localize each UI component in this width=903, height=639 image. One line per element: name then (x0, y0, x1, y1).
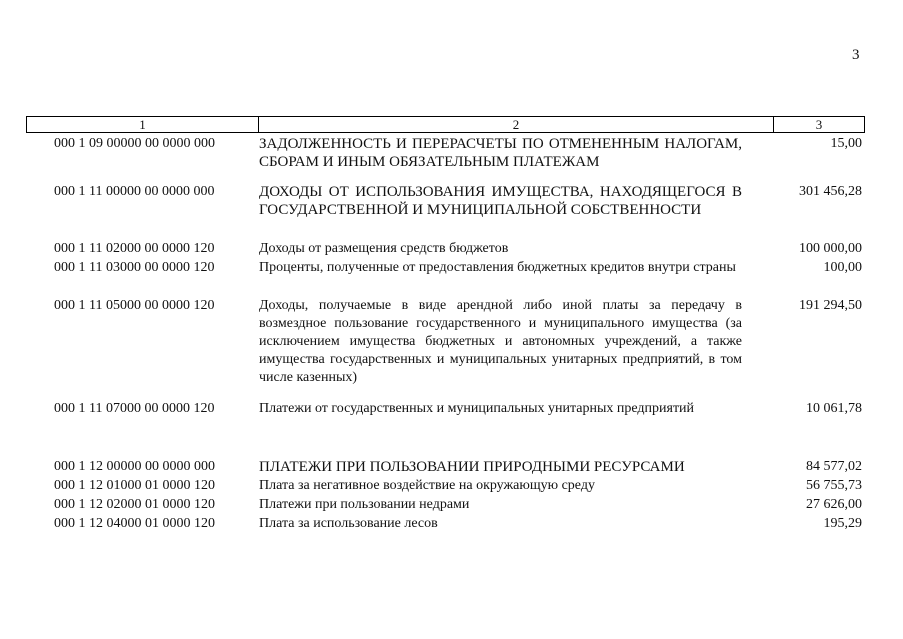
table-header (26, 116, 865, 133)
row-description: ПЛАТЕЖИ ПРИ ПОЛЬЗОВАНИИ ПРИРОДНЫМИ РЕСУРСАМИ (259, 459, 685, 475)
page-number: 3 (852, 47, 860, 63)
row-code: 000 1 11 07000 00 0000 120 (54, 401, 215, 416)
row-description: Платежи при пользовании недрами (259, 497, 470, 512)
row-amount: 56 755,73 (806, 478, 862, 493)
row-amount: 100,00 (823, 260, 862, 275)
row-description: Плата за негативное воздействие на окружающую среду (259, 478, 595, 493)
row-description: Доходы, получаемые в виде арендной либо иной платы за передачу в возмездное пользование государственного и муниципального имущества (за исключением имущества бюджетных и автономных учреждений, а также имущества государственных и муниципальных унитарных предприятий, в том числе казенных) (259, 298, 742, 385)
row-code: 000 1 11 02000 00 0000 120 (54, 241, 215, 256)
row-amount: 191 294,50 (799, 298, 862, 313)
header-col-3: 3 (815, 117, 823, 132)
row-amount: 84 577,02 (806, 459, 862, 474)
row-amount: 15,00 (830, 136, 862, 151)
row-description: Плата за использование лесов (259, 516, 438, 531)
row-code: 000 1 11 03000 00 0000 120 (54, 260, 215, 275)
row-code: 000 1 09 00000 00 0000 000 (54, 136, 215, 151)
row-description: ЗАДОЛЖЕННОСТЬ И ПЕРЕРАСЧЕТЫ ПО ОТМЕНЕННЫМ НАЛОГАМ, СБОРАМ И ИНЫМ ОБЯЗАТЕЛЬНЫМ ПЛАТЕЖАМ (259, 136, 742, 170)
row-amount: 27 626,00 (806, 497, 862, 512)
row-code: 000 1 12 04000 01 0000 120 (54, 516, 215, 531)
row-amount: 100 000,00 (799, 241, 862, 256)
row-amount: 195,29 (823, 516, 862, 531)
row-amount: 301 456,28 (799, 184, 862, 199)
row-code: 000 1 11 05000 00 0000 120 (54, 298, 215, 313)
row-description: ДОХОДЫ ОТ ИСПОЛЬЗОВАНИЯ ИМУЩЕСТВА, НАХОДЯЩЕГОСЯ В ГОСУДАРСТВЕННОЙ И МУНИЦИПАЛЬНОЙ СОБСТВЕННОСТИ (259, 184, 742, 218)
row-code: 000 1 12 02000 01 0000 120 (54, 497, 215, 512)
row-code: 000 1 11 00000 00 0000 000 (54, 184, 215, 199)
header-col-1: 1 (27, 117, 259, 132)
row-description: Платежи от государственных и муниципальных унитарных предприятий (259, 401, 695, 416)
row-code: 000 1 12 00000 00 0000 000 (54, 459, 215, 474)
header-col-2: 2 (259, 117, 774, 132)
row-description: Проценты, полученные от предоставления бюджетных кредитов внутри страны (259, 260, 736, 275)
row-description: Доходы от размещения средств бюджетов (259, 241, 509, 256)
row-code: 000 1 12 01000 01 0000 120 (54, 478, 215, 493)
row-amount: 10 061,78 (806, 401, 862, 416)
